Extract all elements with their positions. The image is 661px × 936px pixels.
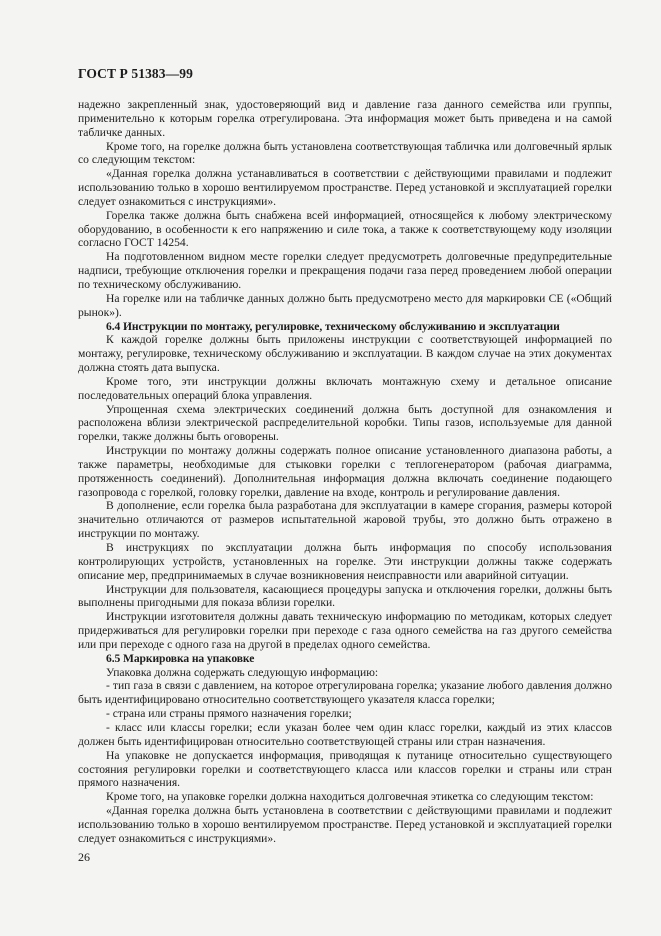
paragraph: Упаковка должна содержать следующую информацию: — [106, 665, 379, 679]
paragraph: На упаковке не допускается информация, приводящая к путанице относительно существующего состояния регулировки горелки и соответствующего класса или классов горелки и страны или стран прямого назначения. — [78, 748, 612, 790]
paragraph: В дополнение, если горелка была разработана для эксплуатации в камере сгорания, размеры которой значительно отличаются от размеров испытательной жаровой трубы, это должно быть отражено в инструкции по монтажу. — [78, 499, 612, 541]
paragraph: К каждой горелке должны быть приложены инструкции с соответствующей информацией по монтажу, регулировке, техническому обслуживанию и эксплуатации. В каждом случае на этих документах должна стоять дата выпуска. — [78, 333, 612, 375]
list-item: - страна или страны прямого назначения горелки; — [106, 707, 352, 721]
paragraph: надежно закрепленный знак, удостоверяющий вид и давление газа данного семейства или группы, применительно к которым горелка отрегулирована. Эта информация может быть приведена и на самой табличке данных. — [78, 98, 612, 139]
list-item: - тип газа в связи с давлением, на которое отрегулирована горелка; указание любого давления должно быть идентифицировано относительно соответствующего указателя класса горелки; — [78, 679, 612, 707]
paragraph: «Данная горелка должна быть установлена в соответствии с действующими правилами и подлежит использованию только в хорошо вентилируемом пространстве. Перед установкой и эксплуатацией горелки следует ознакомиться с инструкциями». — [78, 804, 612, 845]
list-item: - класс или классы горелки; если указан более чем один класс горелки, каждый из этих классов должен быть идентифицирован относительно соответствующей страны или стран назначения. — [78, 720, 612, 748]
paragraph: Кроме того, на упаковке горелки должна находиться долговечная этикетка со следующим текстом: — [106, 790, 594, 804]
document-body — [78, 98, 612, 846]
paragraph: Горелка также должна быть снабжена всей информацией, относящейся к любому электрическому оборудованию, в особенности к его напряжению и силе тока, а также к соответствующему коду изоляции согласно ГОСТ 14254. — [78, 208, 612, 250]
section-heading-6-4: 6.4 Инструкции по монтажу, регулировке, техническому обслуживанию и эксплуатации — [106, 319, 560, 333]
paragraph: Инструкции изготовителя должны давать техническую информацию по методикам, которых следует придерживаться для регулировки горелки при переходе с газа одного семейства на газ другого семейства или при переходе с одного газа на другой в пределах одного семейства. — [78, 610, 612, 651]
paragraph: Кроме того, на горелке должна быть установлена соответствующая табличка или долговечный ярлык со следующим текстом: — [78, 139, 612, 167]
paragraph: Кроме того, эти инструкции должны включать монтажную схему и детальное описание последовательных операций блока управления. — [78, 374, 612, 402]
paragraph: В инструкциях по эксплуатации должна быть информация по способу использования контролирующих устройств, установленных на горелке. Эти инструкции должны также содержать описание мер, предпринимаемых в случае возникновения неисправности или аварийной ситуации. — [78, 541, 612, 582]
paragraph: Упрощенная схема электрических соединений должна быть доступной для ознакомления и расположена вблизи электрической распределительной коробки. Типы газов, используемые для данной горелки, также должны быть оговорены. — [78, 402, 612, 444]
paragraph: На горелке или на табличке данных должно быть предусмотрено место для маркировки СЕ («Общий рынок»). — [78, 291, 612, 319]
paragraph: Инструкции по монтажу должны содержать полное описание установленного диапазона работы, а также параметры, необходимые для стыковки горелки с теплогенератором (рабочая диаграмма, протяженность соединений). Дополнительная информация должна включать соединение подающего газопровода с горелкой, головку горелки, давление на входе, контроль и регулирование давления. — [78, 444, 612, 499]
section-heading-6-5: 6.5 Маркировка на упаковке — [106, 651, 255, 665]
page-number: 26 — [78, 850, 90, 864]
paragraph: «Данная горелка должна устанавливаться в соответствии с действующими правилами и подлежит использованию только в хорошо вентилируемом пространстве. Перед установкой и эксплуатацией горелки следует ознакомиться с инструкциями». — [78, 167, 612, 208]
paragraph: Инструкции для пользователя, касающиеся процедуры запуска и отключения горелки, должны быть выполнены пригодными для показа вблизи горелки. — [78, 582, 612, 610]
document-header: ГОСТ Р 51383—99 — [78, 66, 193, 81]
paragraph: На подготовленном видном месте горелки следует предусмотреть долговечные предупредительные надписи, требующие отключения горелки и прекращения подачи газа перед проведением любой операции по техническому обслуживанию. — [78, 250, 612, 291]
